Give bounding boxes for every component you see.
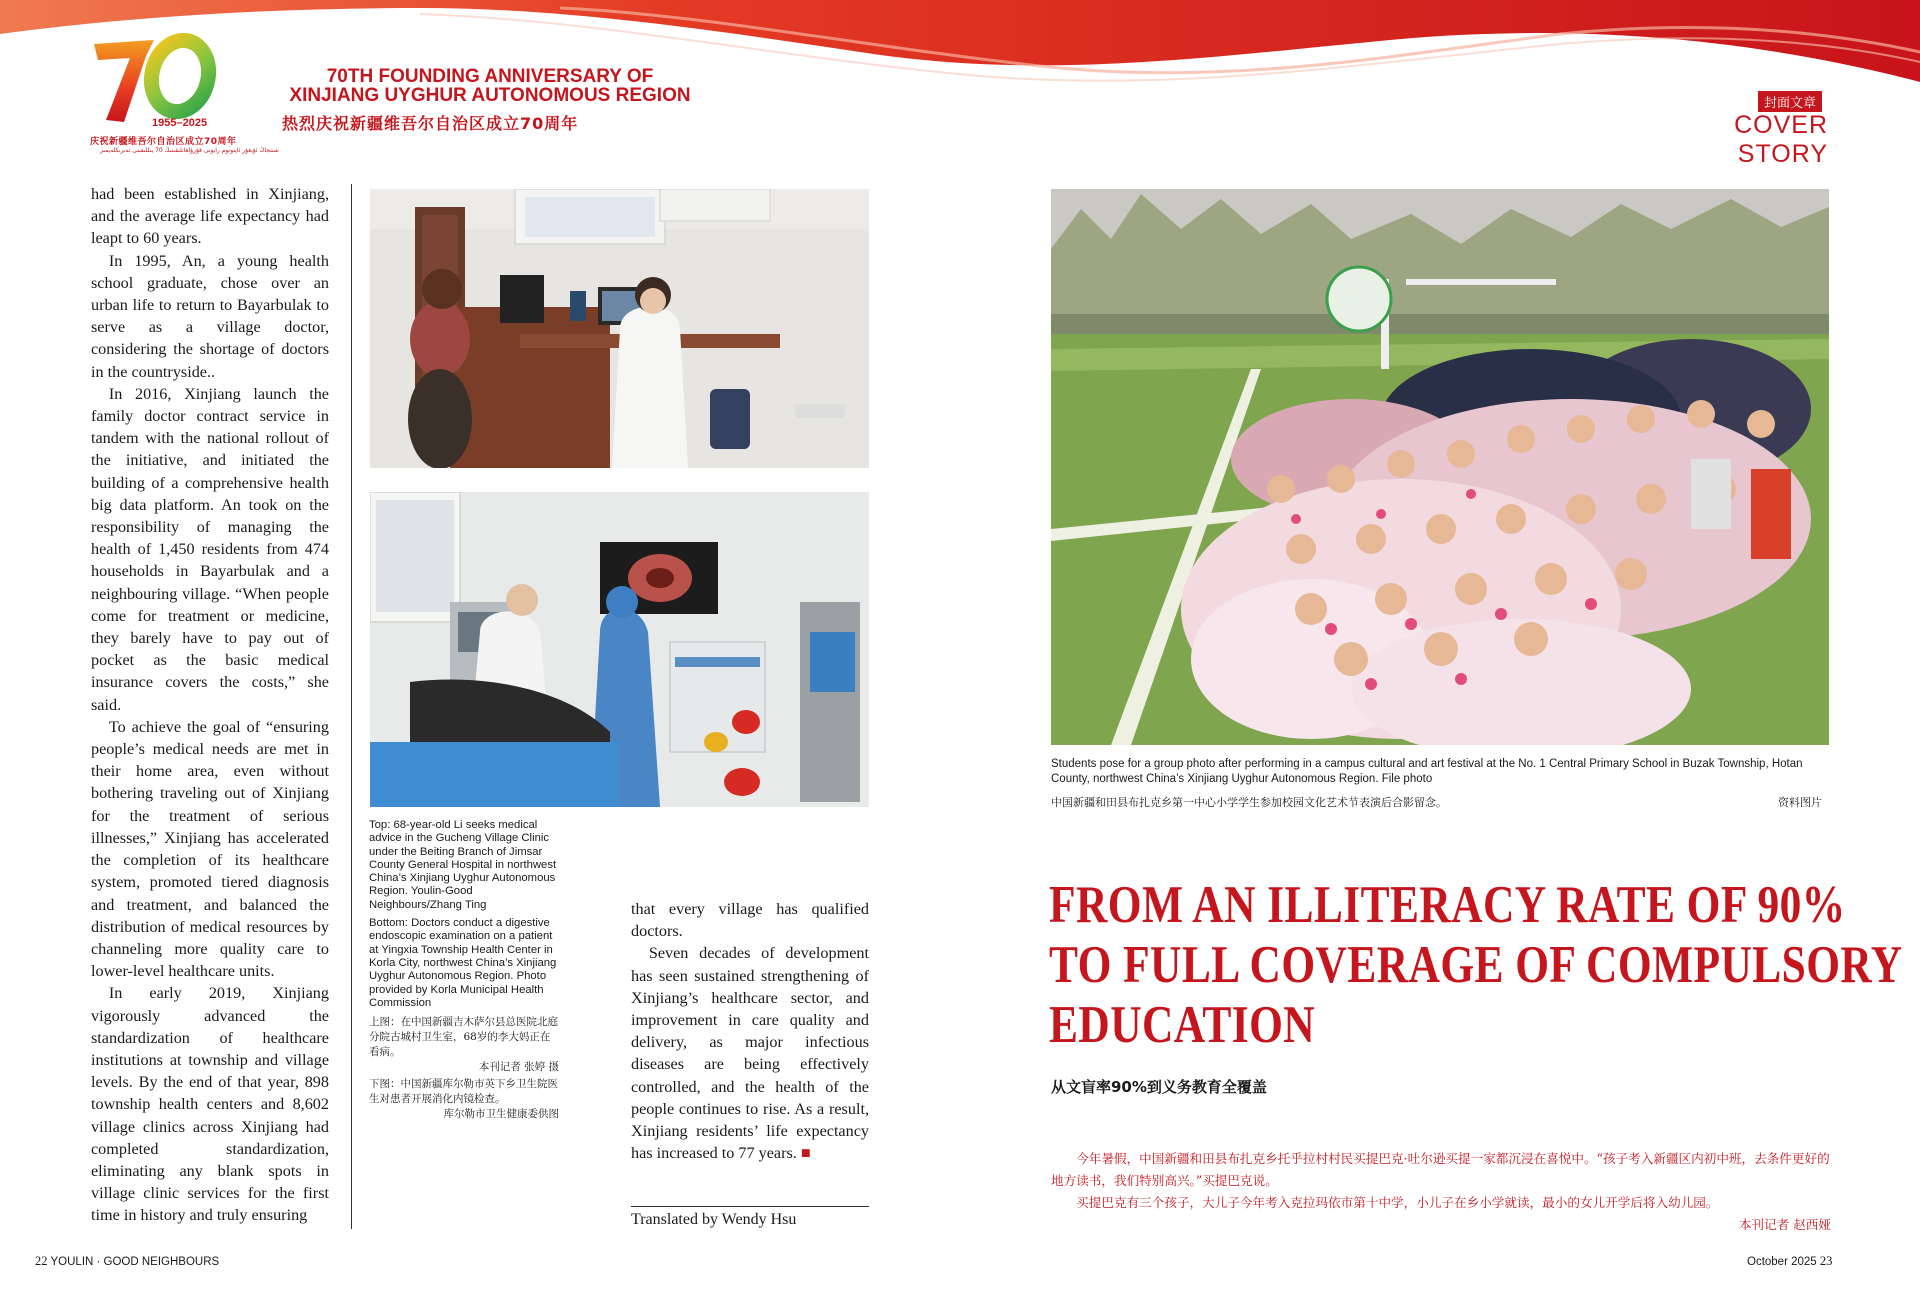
headline-line-1: FROM AN ILLITERACY RATE OF 90% bbox=[1049, 876, 1846, 934]
lead-paragraph: 今年暑假，中国新疆和田县布扎克乡托乎拉村村民买提巴克·吐尔逊买提一家都沉浸在喜悦中。“孩子考入新疆区内初中班，去条件更好的地方读书，我们特别高兴。”买提巴克说。 bbox=[1051, 1151, 1830, 1188]
section-title: COVER STORY bbox=[1734, 111, 1828, 168]
caption-bottom-en: Bottom: Doctors conduct a digestive endoscopic examination on a patient at Yingxia Township Health Center in Korla City, northwest China’s Xinjiang Uyghur Autonomous Region. Photo provided by Korla Municipal Health Commission bbox=[369, 917, 557, 1009]
lead-author: 本刊记者 赵西娅 bbox=[1738, 1217, 1831, 1232]
anniversary-title-line2: XINJIANG UYGHUR AUTONOMOUS REGION bbox=[289, 85, 691, 106]
footer-magazine-name: YOULIN · GOOD NEIGHBOURS bbox=[50, 1256, 220, 1268]
page-number-left: 22 bbox=[35, 1254, 48, 1268]
caption-bottom-cn: 下图：中国新疆库尔勒市英下乡卫生院医生对患者开展消化内镜检查。 bbox=[369, 1078, 558, 1106]
caption-top-cn: 上图：在中国新疆吉木萨尔县总医院北庭分院古城村卫生室，68岁的李大妈正在看病。 bbox=[369, 1016, 558, 1059]
anniversary-title bbox=[280, 67, 700, 105]
headline-line-3: EDUCATION bbox=[1049, 996, 1316, 1054]
photo-students-group bbox=[1051, 189, 1829, 745]
translator-credit: Translated by Wendy Hsu bbox=[631, 1211, 797, 1228]
anniversary-70-logo bbox=[88, 30, 228, 150]
end-mark: ■ bbox=[800, 1144, 811, 1163]
column3-paragraph-text: Seven decades of development has seen sustained strengthening of Xinjiang’s healthcare sector, and improvement in care quality and delivery, as major infectious diseases are being effectively controlled, and the health of the people continues to rise. As a result, Xinjiang residents’ life expectancy has increased to 77 years. bbox=[631, 944, 869, 1163]
page-number-right: 23 bbox=[1819, 1254, 1833, 1268]
column1-paragraph: had been established in Xinjiang, and the average life expectancy had leapt to 60 years. bbox=[91, 185, 329, 248]
footer-left bbox=[35, 1254, 219, 1269]
article-lead-chinese bbox=[1051, 1148, 1831, 1236]
logo-chinese-text: 庆祝新疆维吾尔自治区成立70周年 bbox=[90, 137, 237, 147]
article-column-3 bbox=[631, 898, 869, 1164]
anniversary-title-line1: 70TH FOUNDING ANNIVERSARY OF bbox=[326, 66, 654, 87]
photo-caption-right-cn: 中国新疆和田县布扎克乡第一中心小学学生参加校园文化艺术节表演后合影留念。 bbox=[1051, 796, 1447, 809]
column-divider bbox=[351, 184, 352, 1229]
logo-years: 1955–2025 bbox=[152, 117, 208, 129]
article-column-1 bbox=[91, 183, 329, 1227]
caption-top-en: Top: 68-year-old Li seeks medical advice in the Gucheng Village Clinic under the Beiting Branch of Jimsar County General Hospital in northwest China’s Xinjiang Uyghur Autonomous Region. Youlin-Good Neighbours/Zhang Ting bbox=[369, 819, 557, 911]
lead-paragraph: 买提巴克有三个孩子，大儿子今年考入克拉玛依市第十中学，小儿子在乡小学就读，最小的女儿开学后将入幼儿园。 bbox=[1076, 1195, 1719, 1210]
column1-paragraph: In early 2019, Xinjiang vigorously advanced the standardization of healthcare institutions at township and village levels. By the end of that year, 898 township health centers and 8,602 village clinics across Xinjiang had completed standardization, eliminating any blank spots in village clinic services for the first time in history and truly ensuring bbox=[91, 984, 329, 1225]
caption-bottom-cn-credit: 库尔勒市卫生健康委供图 bbox=[443, 1108, 559, 1121]
translator-rule bbox=[631, 1206, 869, 1207]
anniversary-title-chinese: 热烈庆祝新疆维吾尔自治区成立70周年 bbox=[282, 114, 579, 133]
section-tag-chinese: 封面文章 bbox=[1758, 91, 1822, 112]
footer-right bbox=[1747, 1254, 1832, 1269]
footer-issue-date: October 2025 bbox=[1747, 1256, 1817, 1268]
headline-chinese: 从文盲率90%到义务教育全覆盖 bbox=[1051, 1078, 1267, 1096]
caption-top-cn-credit: 本刊记者 张婷 摄 bbox=[478, 1061, 559, 1074]
column3-paragraph: that every village has qualified doctors. bbox=[631, 900, 869, 941]
column3-paragraph bbox=[631, 942, 869, 1164]
headline-line-2: TO FULL COVERAGE OF COMPULSORY bbox=[1049, 936, 1903, 994]
photo-caption-right: Students pose for a group photo after performing in a campus cultural and art festival at the No. 1 Central Primary School in Buzak Township, Hotan County, northwest China’s Xinjiang Uyghur Autonomous Region. File photo bbox=[1051, 758, 1803, 786]
photo-endoscopy-exam bbox=[370, 492, 869, 807]
photo-clinic-consultation bbox=[370, 189, 869, 468]
column1-paragraph: To achieve the goal of “ensuring people’s medical needs are met in their home area, even without bothering traveling out of Xinjiang for the treatment of serious illnesses,” Xinjiang has accelerated the completion of its healthcare system, promoted tiered diagnosis and treatment, and balanced the distribution of medical resources by channeling more quality care to lower-level healthcare units. bbox=[91, 717, 329, 981]
column1-paragraph: In 2016, Xinjiang launch the family doctor contract service in tandem with the national rollout of the initiative, and initiated the building of a comprehensive health big data platform. An took on the responsibility of managing the health of 1,450 residents from 474 households in Bayarbulak and a neighbouring village. “When people come for treatment or medicine, they barely have to pay out of pocket as the basic medical insurance covers the costs,” she said. bbox=[91, 384, 329, 714]
logo-uyghur-text: شىنجاڭ ئۇيغۇر ئاپتونوم رايونى قۇرۇلغانلىقىنىڭ 70 يىللىقىنى تەبرىكلەيمىز bbox=[100, 147, 279, 154]
column1-paragraph: In 1995, An, a young health school graduate, chose over an urban life to return to Bayarbulak to serve as a village doctor, considering the shortage of doctors in the countryside.. bbox=[91, 251, 329, 381]
photo-caption-left bbox=[369, 819, 559, 1124]
photo-caption-right-credit: 资料图片 bbox=[1778, 796, 1822, 809]
article-headline bbox=[1049, 875, 1903, 1055]
